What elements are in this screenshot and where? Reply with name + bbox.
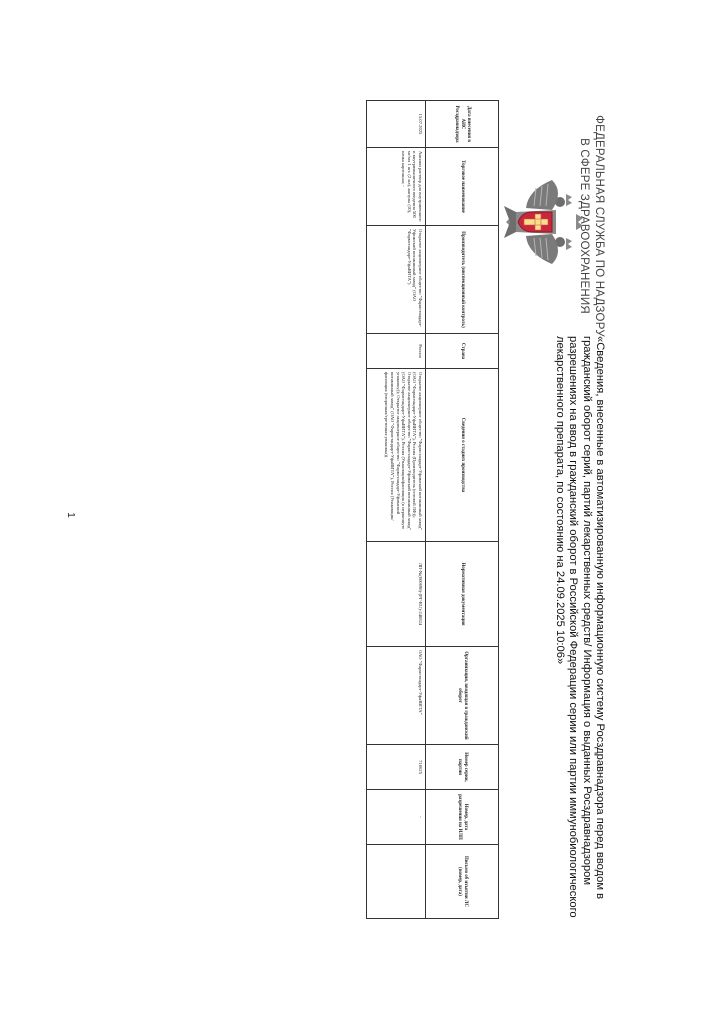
cell-distributor: ОАО "Фармстандарт-УфаВИТА" xyxy=(367,647,426,745)
page-number: 1 xyxy=(65,512,76,518)
header-cell: Нормативная документация xyxy=(426,542,499,647)
cell-permit: - xyxy=(367,790,426,845)
cell-date: 15.07.2025 xyxy=(367,101,426,148)
cell-trade-name: Амилин раствор для внутривенного и внутримышечного введения 500 мг/мл 1 шт. (2 мл), ампулы (10), пачка картонная; - xyxy=(367,148,426,226)
header-cell: Организация, вводящая в гражданский оборот xyxy=(426,647,499,745)
cell-country: Россия xyxy=(367,334,426,369)
header-cell: Торговое наименование xyxy=(426,148,499,226)
agency-line-2: В СФЕРЕ ЗДРАВООХРАНЕНИЯ xyxy=(578,138,590,314)
header-cell: Дата внесения в АИС Росздравнадзора xyxy=(426,101,499,148)
header-cell: Номер серии, партии xyxy=(426,745,499,790)
cell-manufacturer: Открытое акционерное общество "Фармстандарт-Уфимский витаминный завод" (ОАО "Фармстандарт-УфаВИТА") xyxy=(367,226,426,334)
table-row xyxy=(367,101,426,919)
double-headed-eagle-emblem-icon xyxy=(500,172,586,272)
table-header-row xyxy=(426,101,499,919)
header-cell: Страна xyxy=(426,334,499,369)
cell-batch-number: 710625 xyxy=(367,745,426,790)
cell-production-stages: Открытое акционерное общество "Фармстандарт-Уфимский витаминный завод" (ОАО "Фармстандарт-УфаВИТА"), Россия (Производитель (готовой ЛФ)); Открытое акционерное общество "Фармстандарт-Уфимский витаминный завод" (ОАО "Фармстандарт-УфаВИТА"), Россия (Упаковщик/фасовщик (в первичную упаковку)); Открытое акционерное общество "Фармстандарт-Уфимский витаминный завод" (ОАО "Фармстандарт-УфаВИТА"), Россия (Упаковщик/фасовщик (вторичная/третичная упаковка)) xyxy=(367,369,426,542)
header-cell: Производитель (инспекционный контроль) xyxy=(426,226,499,334)
agency-line-1: ФЕДЕРАЛЬНАЯ СЛУЖБА ПО НАДЗОРУ xyxy=(593,115,605,337)
header-cell: Номер, дата разрешения на ИЛП xyxy=(426,790,499,845)
document-heading: «Сведения, внесенные в автоматизированную информационную систему Росздравнадзора перед вводом в гражданский оборот серий, партий лекарственных средств/ Информация о выданных Росздравнадзором разрешениях на ввод в гражданский оборот в Российской Федерации серии или партии иммунобиологического лекарственного препарата, по состоянию на 24.09.2025 10:06» xyxy=(554,336,606,918)
header-cell: Сведения о стадиях производства xyxy=(426,369,499,542)
header-cell: Письмо об изъятии ЛС (номер, дата) xyxy=(426,845,499,919)
cell-normative-document: ЛП-№(000698)-(РГ-RU)-240824 xyxy=(367,542,426,647)
register-table xyxy=(366,100,499,919)
cell-withdrawal-letter xyxy=(367,845,426,919)
